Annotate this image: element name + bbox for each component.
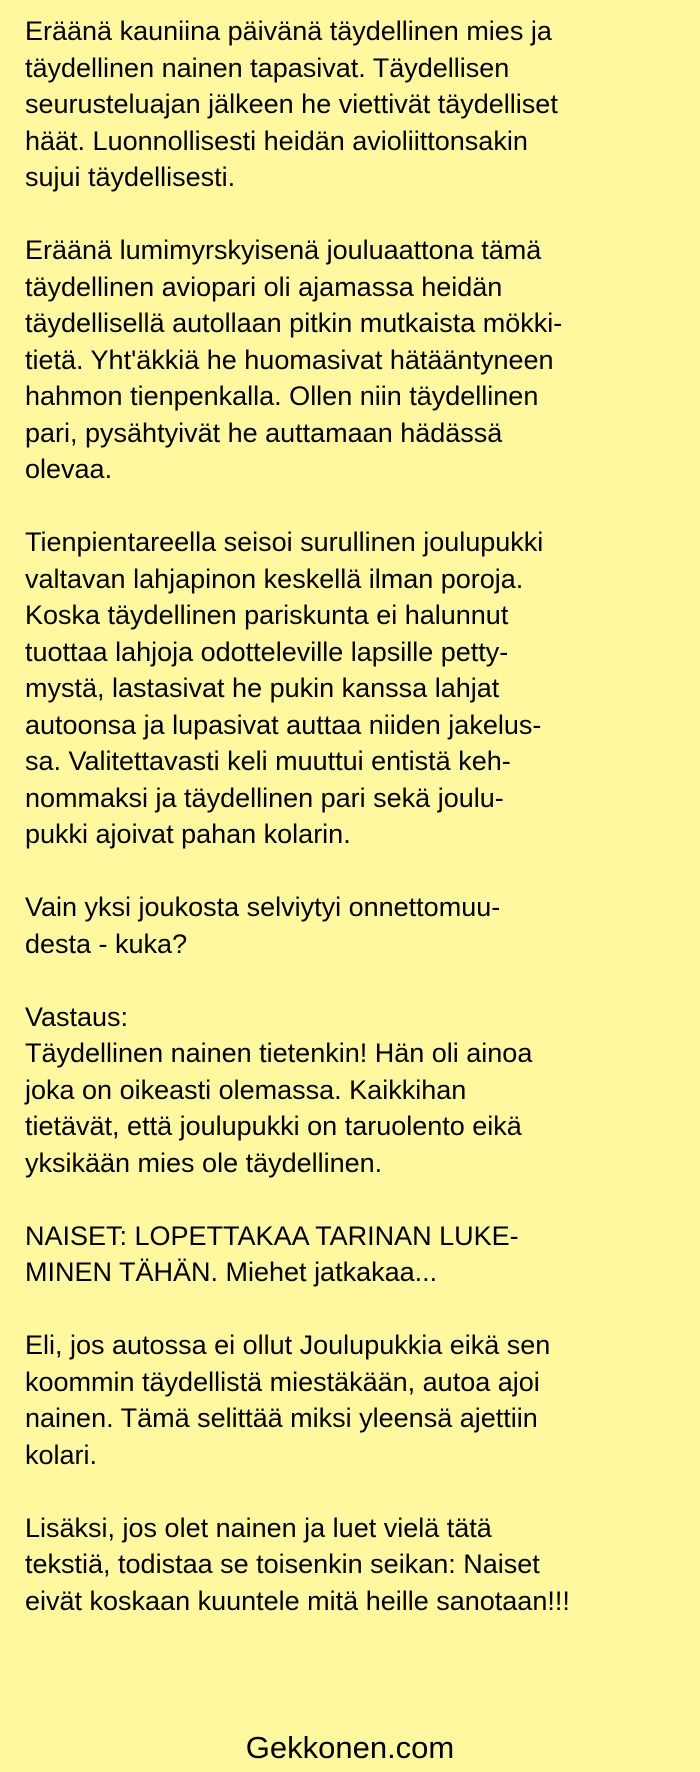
paragraph-explanation	[25, 1327, 695, 1473]
text-line: Eli, jos autossa ei ollut Joulupukkia eikä sen	[25, 1330, 551, 1360]
text-line: yksikään mies ole täydellinen.	[25, 1147, 383, 1178]
text-line: Tienpientareella seisoi surullinen joulupukki	[25, 527, 544, 557]
text-line: täydellisellä autollaan pitkin mutkaista mökki-	[25, 308, 563, 338]
text-line: Koska täydellinen pariskunta ei halunnut	[25, 600, 509, 630]
text-line: hahmon tienpenkalla. Ollen niin täydellinen	[25, 381, 539, 411]
text-line: Vastaus:	[25, 1001, 129, 1032]
text-line: tietä. Yht'äkkiä he huomasivat hätääntyneen	[25, 344, 554, 375]
text-line: häät. Luonnollisesti heidän avioliittonsakin	[25, 125, 528, 156]
text-line: desta - kuka?	[25, 928, 188, 959]
text-line: NAISET: LOPETTAKAA TARINAN LUKE-	[25, 1220, 519, 1251]
text-line: tuottaa lahjoja odotteleville lapsille petty-	[25, 636, 509, 667]
text-line: täydellinen aviopari oli ajamassa heidän	[25, 271, 503, 302]
paragraph-punchline	[25, 1510, 695, 1620]
text-line: koommin täydellistä miestäkään, autoa ajoi	[25, 1366, 540, 1397]
paragraph-question	[25, 889, 695, 962]
text-line: kolari.	[25, 1439, 98, 1470]
text-line: sa. Valitettavasti keli muuttui entistä keh-	[25, 746, 511, 776]
text-line: nommaksi ja täydellinen pari sekä joulu-	[25, 782, 504, 813]
paragraph-answer	[25, 999, 695, 1182]
text-line: tekstiä, todistaa se toisenkin seikan: Naiset	[25, 1549, 540, 1579]
text-line: valtavan lahjapinon keskellä ilman poroja.	[25, 563, 524, 594]
text-line: nainen. Tämä selittää miksi yleensä ajettiin	[25, 1403, 538, 1433]
text-line: autoonsa ja lupasivat auttaa niiden jakelus-	[25, 709, 542, 740]
text-line: joka on oikeasti olemassa. Kaikkihan	[25, 1074, 467, 1105]
paragraph-santa	[25, 524, 695, 853]
paragraph-snowstorm	[25, 232, 695, 488]
text-line: tietävät, että joulupukki on taruolento eikä	[25, 1111, 522, 1141]
text-line: eivät koskaan kuuntele mitä heille sanotaan!!!	[25, 1585, 570, 1616]
paragraph-meeting	[25, 13, 695, 196]
text-line: Täydellinen nainen tietenkin! Hän oli ainoa	[25, 1038, 533, 1068]
text-line: MINEN TÄHÄN. Miehet jatkakaa...	[25, 1257, 438, 1287]
text-line: täydellinen nainen tapasivat. Täydellisen	[25, 52, 510, 83]
story-text	[25, 13, 695, 1656]
text-line: sujui täydellisesti.	[25, 162, 236, 192]
text-line: pukki ajoivat pahan kolarin.	[25, 819, 351, 849]
text-line: mystä, lastasivat he pukin kanssa lahjat	[25, 673, 500, 703]
text-line: Lisäksi, jos olet nainen ja luet vielä tätä	[25, 1512, 492, 1543]
site-watermark: Gekkonen.com	[245, 1730, 455, 1765]
text-line: Eräänä kauniina päivänä täydellinen mies ja	[25, 16, 552, 46]
text-line: Eräänä lumimyrskyisenä jouluaattona tämä	[25, 235, 542, 265]
paragraph-stop-reading	[25, 1218, 695, 1291]
text-line: Vain yksi joukosta selviytyi onnettomuu-	[25, 892, 501, 922]
text-line: olevaa.	[25, 454, 113, 484]
text-line: pari, pysähtyivät he auttamaan hädässä	[25, 417, 503, 448]
text-line: seurusteluajan jälkeen he viettivät täydelliset	[25, 89, 558, 119]
